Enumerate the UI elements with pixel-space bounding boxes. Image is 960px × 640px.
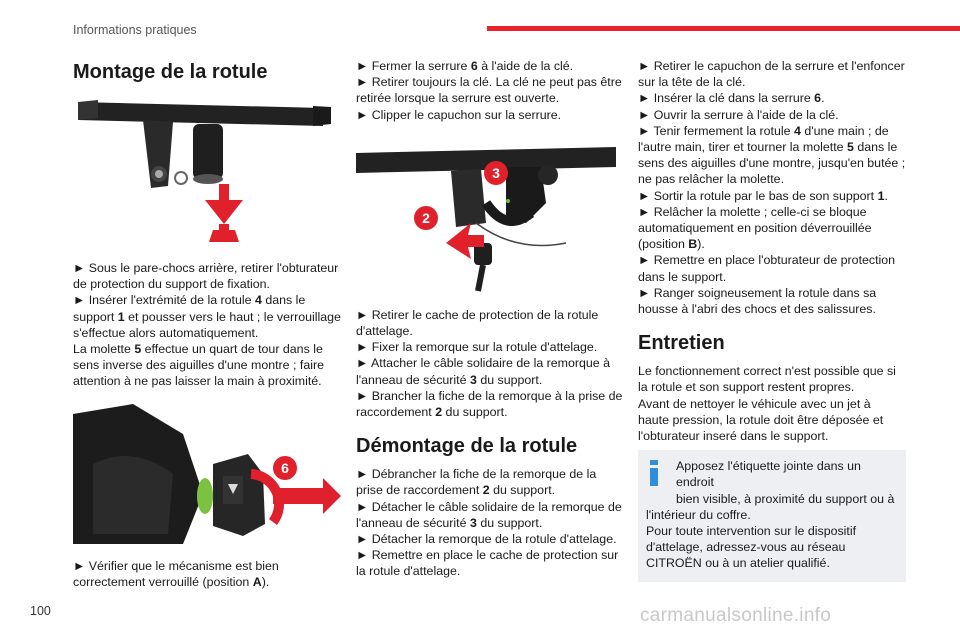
text-line: correctement verrouillé (position A). <box>73 574 270 589</box>
text-line: l'autre main, tirer et tourner la molette 5 dans le <box>638 140 898 155</box>
header-accent-bar <box>487 26 960 31</box>
info-icon <box>648 460 660 486</box>
text-line: ► Attacher le câble solidaire de la remorque à <box>356 356 611 371</box>
text-line: ► Tenir fermement la rotule 4 d'une main ; de <box>638 123 889 138</box>
text-line: raccordement 2 du support. <box>356 405 508 420</box>
instructions-demontage <box>356 466 624 579</box>
text-line: s'effectue alors automatiquement. <box>73 325 259 340</box>
text-line: ► Détacher la remorque de la rotule d'attelage. <box>356 532 617 547</box>
text-line: attention à ne pas laisser la main à proximité. <box>73 374 322 389</box>
text-line: ► Insérer l'extrémité de la rotule 4 dans le <box>73 293 306 308</box>
column-1 <box>73 58 341 590</box>
text-line: Apposez l'étiquette jointe dans un endroit <box>676 459 861 490</box>
text-line: de protection du support de fixation. <box>73 277 271 292</box>
towbar-insert-illustration <box>73 96 341 246</box>
text-line: housse à l'abri des chocs et des salissures. <box>638 302 876 317</box>
text-line: (position B). <box>638 237 705 252</box>
text-line: sens inverse des aiguilles d'une montre ; faire <box>73 358 325 373</box>
text-line: ► Remettre en place l'obturateur de protection <box>638 253 896 268</box>
text-line: ► Ouvrir la serrure à l'aide de la clé. <box>638 107 839 122</box>
text-line: ► Fermer la serrure 6 à l'aide de la clé. <box>356 59 574 73</box>
text-line: ► Sous le pare-chocs arrière, retirer l'obturateur <box>73 261 339 275</box>
instructions-attach <box>356 307 624 420</box>
text-line: d'attelage. <box>356 324 413 339</box>
callout-2: 2 <box>422 209 430 226</box>
text-line: ► Sortir la rotule par le bas de son support 1. <box>638 188 888 203</box>
trailer-connection-illustration <box>356 143 624 293</box>
text-line: ► Retirer toujours la clé. La clé ne peut pas être <box>356 75 622 90</box>
text-line: ne pas relâcher la molette. <box>638 172 785 187</box>
page-number: 100 <box>30 604 51 618</box>
text-line: ► Ranger soigneusement la rotule dans sa <box>638 285 877 300</box>
text-line: Pour toute intervention sur le dispositif <box>646 524 857 539</box>
text-line: La molette 5 effectue un quart de tour dans le <box>73 342 323 357</box>
text-line: sur la tête de la clé. <box>638 75 746 90</box>
section-title-entretien: Entretien <box>638 332 725 355</box>
maintenance-text <box>638 363 906 444</box>
text-line: l'anneau de sécurité 3 du support. <box>356 515 543 530</box>
text-line: support 1 et pousser vers le haut ; le verrouillage <box>73 309 341 324</box>
text-line: la rotule et son support restent propres. <box>638 380 855 395</box>
section-header: Informations pratiques <box>73 23 197 37</box>
text-line: ► Insérer la clé dans la serrure 6. <box>638 91 825 106</box>
text-line: ► Relâcher la molette ; celle-ci se bloque <box>638 204 867 219</box>
column-3 <box>638 58 906 582</box>
watermark: carmanualsonline.info <box>640 605 832 626</box>
text-line: ► Vérifier que le mécanisme est bien <box>73 558 279 573</box>
text-line: ► Fixer la remorque sur la rotule d'attelage. <box>356 340 598 355</box>
text-line: l'obturateur inseré dans le support. <box>638 429 829 444</box>
text-line: retirée lorsque la serrure est ouverte. <box>356 91 560 106</box>
text-line: Avant de nettoyer le véhicule avec un jet à <box>638 396 871 411</box>
text-line: sens des aiguilles d'une montre, jusqu'en butée ; <box>638 156 906 171</box>
instructions-montage <box>73 260 341 390</box>
column-2 <box>356 58 624 580</box>
text-line: dans le support. <box>638 269 727 284</box>
text-line: Le fonctionnement correct n'est possible que si <box>638 364 896 379</box>
text-line: automatiquement en position déverrouillée <box>638 221 872 236</box>
text-line: ► Détacher le câble solidaire de la remorque de <box>356 499 622 514</box>
text-line: la rotule d'attelage. <box>356 564 461 579</box>
text-line: ► Retirer le cache de protection de la rotule <box>356 307 599 322</box>
text-line: ► Retirer le capuchon de la serrure et l'enfoncer <box>638 59 905 73</box>
section-title-demontage: Démontage de la rotule <box>356 435 578 458</box>
text-line: prise de raccordement 2 du support. <box>356 483 556 498</box>
text-line: bien visible, à proximité du support ou à <box>676 491 895 506</box>
figure-trailer-connection <box>356 143 624 293</box>
text-line: ► Débrancher la fiche de la remorque de la <box>356 467 597 482</box>
text-line: l'intérieur du coffre. <box>646 507 751 522</box>
knob-rotation-illustration <box>73 404 341 544</box>
instructions-removal <box>638 58 906 317</box>
text-line: ► Remettre en place le cache de protection sur <box>356 548 619 563</box>
callout-6: 6 <box>281 459 289 476</box>
info-box <box>638 450 906 581</box>
text-line: haute pression, la rotule doit être déposée et <box>638 412 884 427</box>
figure-towbar-insert <box>73 96 341 246</box>
text-line: ► Clipper le capuchon sur la serrure. <box>356 107 562 122</box>
text-line: CITROËN ou à un atelier qualifié. <box>646 556 830 571</box>
instructions-lock <box>356 58 624 123</box>
text-line: d'attelage, adressez-vous au réseau <box>646 540 846 555</box>
text-line: l'anneau de sécurité 3 du support. <box>356 372 543 387</box>
instructions-verify <box>73 558 341 590</box>
figure-knob-rotation <box>73 404 341 544</box>
section-title-montage: Montage de la rotule <box>73 61 268 83</box>
text-line: ► Brancher la fiche de la remorque à la prise de <box>356 388 623 403</box>
callout-3: 3 <box>492 164 500 181</box>
